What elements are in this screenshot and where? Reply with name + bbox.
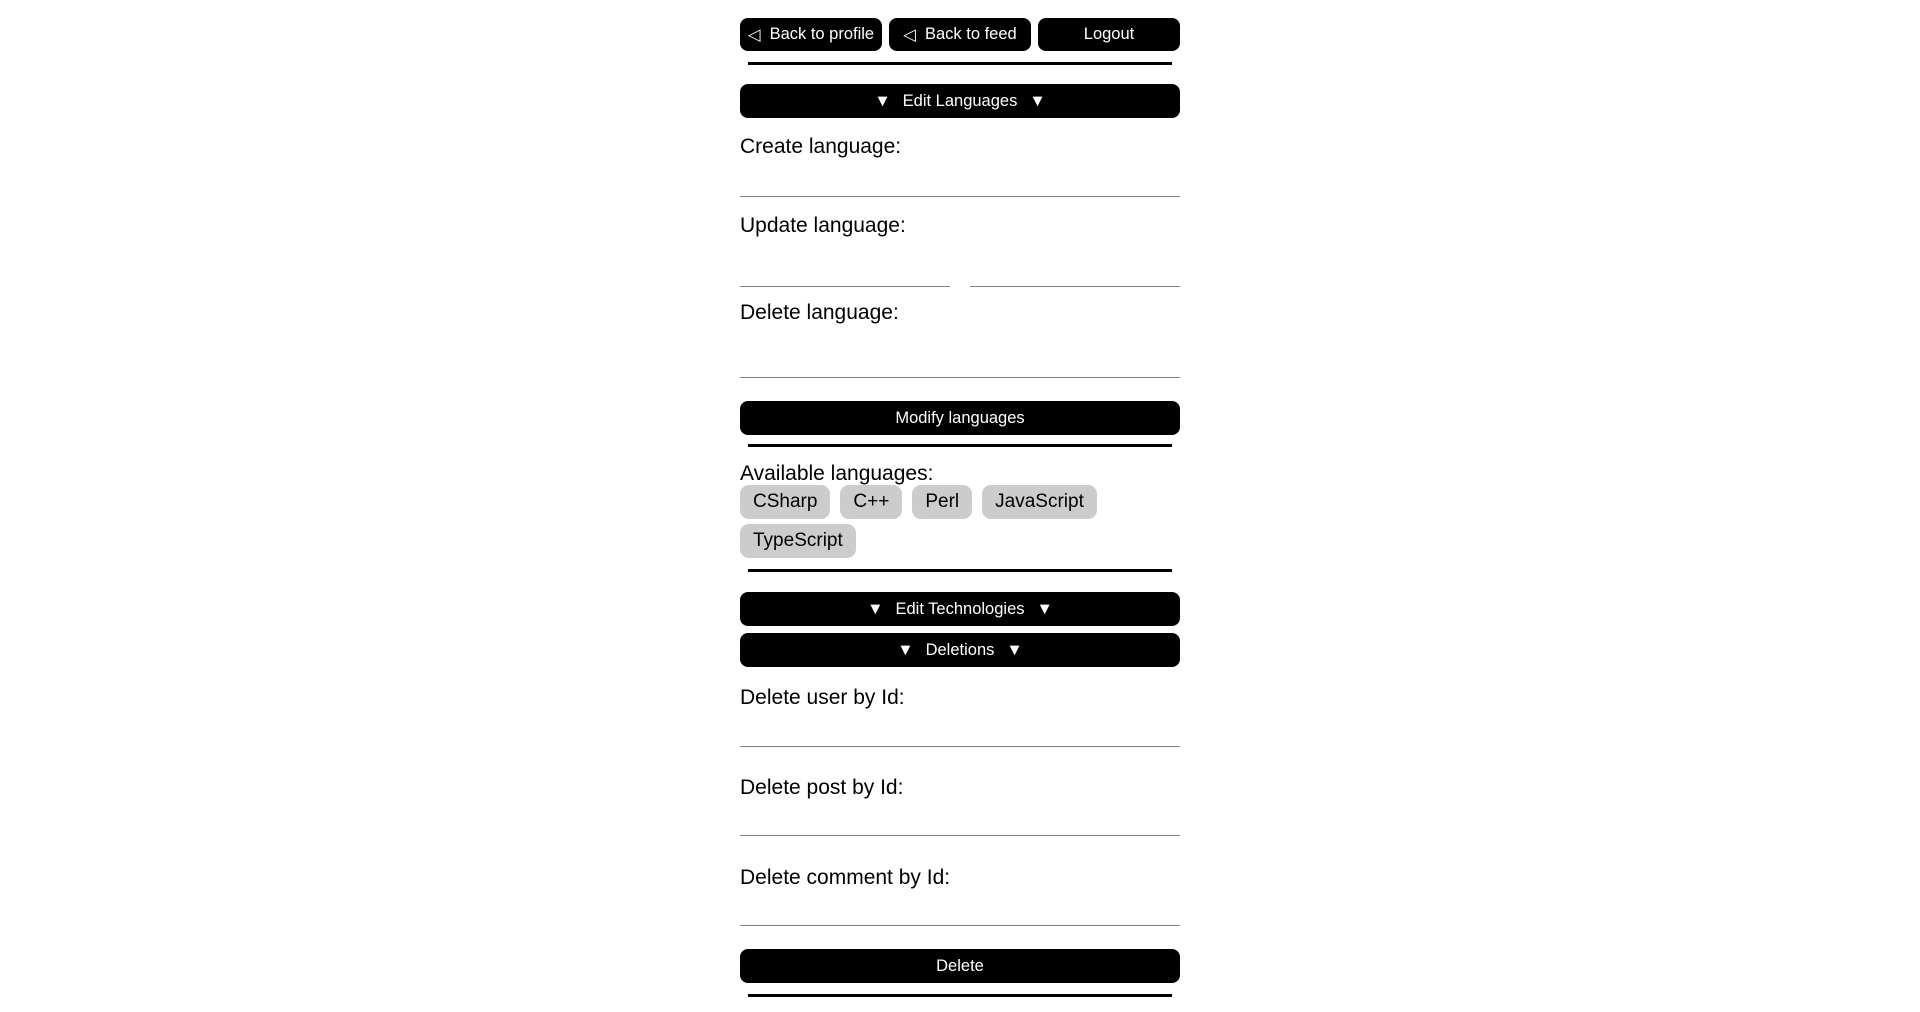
back-to-feed-button[interactable] <box>889 18 1031 51</box>
delete-comment-label: Delete comment by Id: <box>740 866 951 889</box>
chevron-down-icon: ▼ <box>874 91 891 110</box>
delete-user-input[interactable] <box>740 710 1180 747</box>
chevron-down-icon: ▼ <box>867 599 884 618</box>
chevron-down-icon: ▼ <box>897 640 914 659</box>
edit-technologies-toggle[interactable] <box>740 592 1180 626</box>
language-tag-javascript[interactable]: JavaScript <box>982 485 1097 519</box>
back-to-feed-label: Back to feed <box>924 25 1017 43</box>
modify-languages-label: Modify languages <box>895 408 1025 427</box>
update-language-inputs <box>740 238 1180 287</box>
delete-language-label: Delete language: <box>740 301 899 324</box>
edit-languages-toggle[interactable] <box>740 84 1180 118</box>
back-triangle-icon: ◁ <box>903 25 916 44</box>
top-button-row <box>740 18 1180 51</box>
delete-comment-input[interactable] <box>740 890 1180 926</box>
chevron-down-icon: ▼ <box>1036 599 1053 618</box>
admin-panel-column <box>740 0 1180 997</box>
create-language-input[interactable] <box>740 159 1180 197</box>
delete-button[interactable] <box>740 949 1180 983</box>
chevron-down-icon: ▼ <box>1006 640 1023 659</box>
deletions-toggle[interactable] <box>740 633 1180 667</box>
logout-label: Logout <box>1083 25 1135 43</box>
section-divider <box>748 569 1172 572</box>
edit-languages-toggle-label: Edit Languages <box>902 91 1018 110</box>
update-language-old-input[interactable] <box>740 238 950 287</box>
back-to-profile-button[interactable] <box>740 18 882 51</box>
logout-button[interactable] <box>1038 18 1180 51</box>
deletions-toggle-label: Deletions <box>925 640 995 659</box>
language-tag-cpp[interactable]: C++ <box>840 485 902 519</box>
section-divider <box>748 444 1172 447</box>
language-tag-perl[interactable]: Perl <box>912 485 972 519</box>
available-languages-label: Available languages: <box>740 462 934 485</box>
chevron-down-icon: ▼ <box>1029 91 1046 110</box>
edit-technologies-toggle-label: Edit Technologies <box>895 599 1025 618</box>
language-tag-csharp[interactable]: CSharp <box>740 485 830 519</box>
update-language-label: Update language: <box>740 214 906 237</box>
delete-post-label: Delete post by Id: <box>740 776 904 799</box>
delete-post-input[interactable] <box>740 800 1180 836</box>
delete-language-input[interactable] <box>740 325 1180 378</box>
language-tag-typescript[interactable]: TypeScript <box>740 524 856 558</box>
section-divider <box>748 994 1172 997</box>
back-triangle-icon: ◁ <box>747 25 761 44</box>
available-languages-list <box>740 485 1180 558</box>
update-language-new-input[interactable] <box>970 238 1180 287</box>
modify-languages-button[interactable] <box>740 401 1180 435</box>
section-divider <box>748 62 1172 65</box>
delete-user-label: Delete user by Id: <box>740 686 905 709</box>
delete-button-label: Delete <box>936 956 984 975</box>
create-language-label: Create language: <box>740 135 902 158</box>
back-to-profile-label: Back to profile <box>769 25 875 43</box>
